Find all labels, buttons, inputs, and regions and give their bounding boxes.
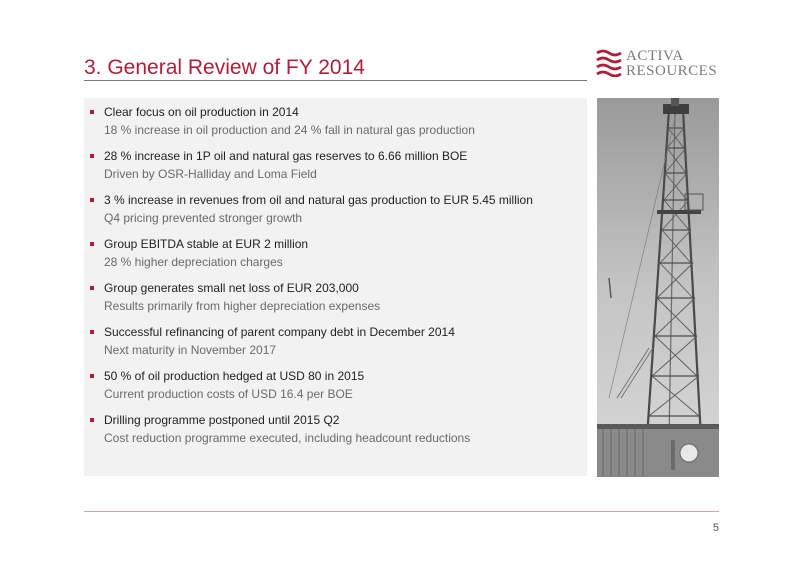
company-logo (596, 46, 720, 82)
drilling-rig-icon (597, 98, 719, 477)
bullet-detail: Next maturity in November 2017 (104, 343, 277, 357)
bullet-item (84, 192, 587, 226)
bullet-detail: 28 % higher depreciation charges (104, 255, 283, 269)
bullet-detail: Cost reduction programme executed, including headcount reductions (104, 431, 471, 445)
bullet-list (84, 104, 587, 456)
bullet-item (84, 324, 587, 358)
bullet-heading: 3 % increase in revenues from oil and natural gas production to EUR 5.45 million (104, 193, 533, 207)
page-number: 5 (712, 522, 719, 534)
footer-divider (84, 511, 719, 512)
bullet-item (84, 104, 587, 138)
title-divider (84, 80, 587, 81)
bullet-heading: 50 % of oil production hedged at USD 80 in 2015 (104, 369, 365, 383)
bullet-heading: Group generates small net loss of EUR 203,000 (104, 281, 359, 295)
logo-text-line2: RESOURCES (626, 63, 718, 79)
content-panel (84, 98, 587, 476)
bullet-item (84, 368, 587, 402)
bullet-heading: 28 % increase in 1P oil and natural gas reserves to 6.66 million BOE (104, 149, 468, 163)
bullet-item (84, 236, 587, 270)
bullet-heading: Group EBITDA stable at EUR 2 million (104, 237, 309, 251)
logo-text-line1: ACTIVA (626, 48, 684, 64)
bullet-detail: Q4 pricing prevented stronger growth (104, 211, 303, 225)
bullet-heading: Successful refinancing of parent company debt in December 2014 (104, 325, 455, 339)
bullet-item (84, 280, 587, 314)
bullet-detail: Results primarily from higher depreciation expenses (104, 299, 381, 313)
bullet-item (84, 148, 587, 182)
bullet-heading: Drilling programme postponed until 2015 Q2 (104, 413, 340, 427)
bullet-detail: Driven by OSR-Halliday and Loma Field (104, 167, 317, 181)
bullet-heading: Clear focus on oil production in 2014 (104, 105, 299, 119)
bullet-item (84, 412, 587, 446)
page-title: 3. General Review of FY 2014 (84, 56, 365, 79)
logo-mark-icon (596, 49, 622, 77)
drilling-rig-photo (597, 98, 719, 477)
bullet-detail: 18 % increase in oil production and 24 % fall in natural gas production (104, 123, 475, 137)
bullet-detail: Current production costs of USD 16.4 per BOE (104, 387, 353, 401)
